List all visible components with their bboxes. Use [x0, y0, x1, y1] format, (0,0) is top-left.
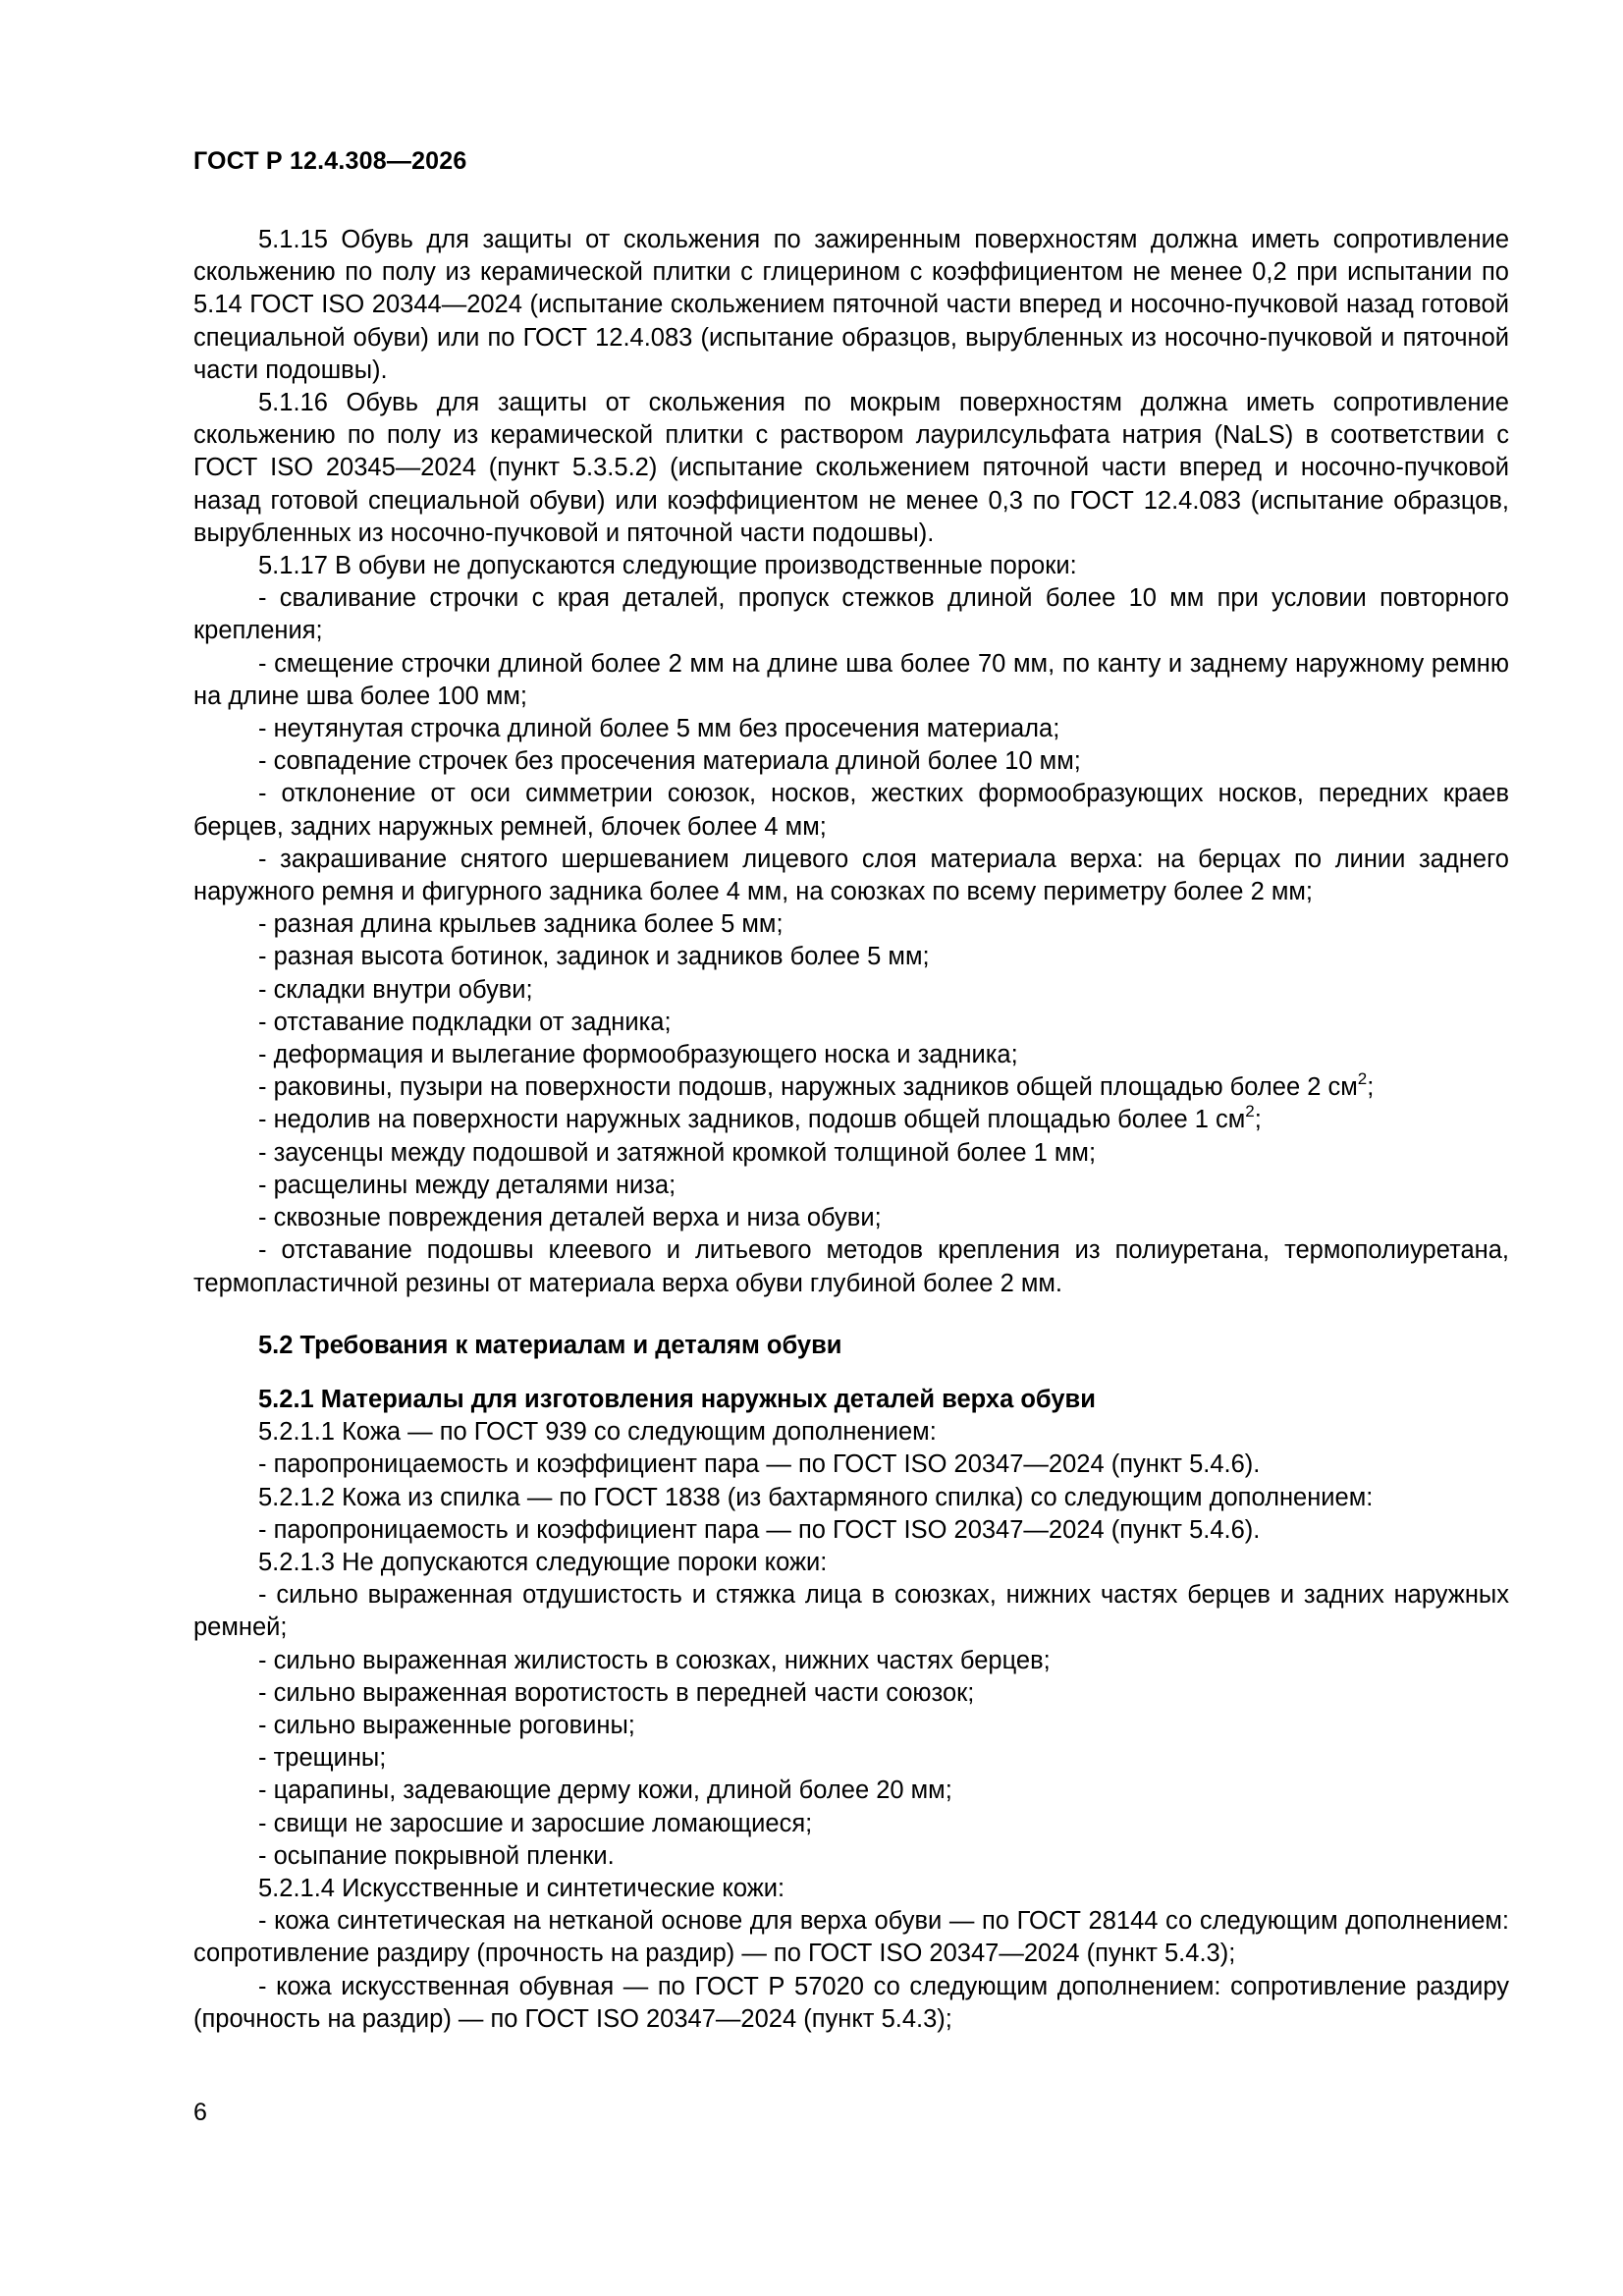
list-item: - отклонение от оси симметрии союзок, носков, жестких формообразующих носков, передних краев берцев, задних наружных ремней, блочек более 4 мм; [193, 780, 1509, 841]
pores-text: - раковины, пузыри на поверхности подошв, наружных задников общей площадью более 2 см [258, 1073, 1358, 1102]
list-item: - сильно выраженная жилистость в союзках, нижних частях берцев; [258, 1646, 1051, 1674]
paragraph-5-2-1-3: 5.2.1.3 Не допускаются следующие пороки кожи: [258, 1548, 828, 1576]
paragraph-5-1-16: 5.1.16 Обувь для защиты от скольжения по мокрым поверхностям должна иметь сопротивление скольжению по полу из керамической плитки с раствором лаурилсульфата натрия (NaLS) в соответствии с ГОСТ ISO 20345—2024 (пункт 5.3.5.2) (испытание скольжением пяточной части вперед и носочно-пучковой назад готовой специальной обуви) или коэффициентом не менее 0,3 по ГОСТ 12.4.083 (испытание образцов, вырубленных из носочно-пучковой и пяточной части подошвы). [193, 389, 1509, 547]
list-item-pores [193, 1068, 1509, 1104]
list-item: - деформация и вылегание формообразующего носка и задника; [258, 1041, 1018, 1069]
list-item: - кожа синтетическая на нетканой основе для верха обуви — по ГОСТ 28144 со следующим дополнением: сопротивление раздиру (прочность на раздир) — по ГОСТ ISO 20347—2024 (пункт 5.4.3); [193, 1907, 1509, 1968]
list-item: - царапины, задевающие дерму кожи, длиной более 20 мм; [258, 1777, 952, 1805]
item-end: ; [1367, 1073, 1375, 1102]
list-item: - закрашивание снятого шершеванием лицевого слоя материала верха: на берцах по линии заднего наружного ремня и фигурного задника более 4 мм, на союзках по всему периметру более 2 мм; [193, 845, 1509, 906]
paragraph-5-2-1-2: 5.2.1.2 Кожа из спилка — по ГОСТ 1838 (из бахтармяного спилка) со следующим дополнением: [258, 1483, 1374, 1511]
underfill-text: - недолив на поверхности наружных задников, подошв общей площадью более 1 см [258, 1106, 1246, 1134]
list-item: - сквозные повреждения деталей верха и низа обуви; [258, 1204, 882, 1232]
list-item: - паропроницаемость и коэффициент пара — по ГОСТ ISO 20347—2024 (пункт 5.4.6). [258, 1450, 1261, 1479]
superscript-2: 2 [1245, 1101, 1255, 1121]
list-item: - отставание подкладки от задника; [258, 1008, 672, 1036]
document-header: ГОСТ Р 12.4.308—2026 [193, 147, 467, 175]
list-item: - неутянутая строчка длиной более 5 мм без просечения материала; [258, 715, 1060, 743]
list-item: - заусенцы между подошвой и затяжной кромкой толщиной более 1 мм; [258, 1138, 1097, 1167]
list-item: - складки внутри обуви; [258, 975, 533, 1004]
list-item: - совпадение строчек без просечения материала длиной более 10 мм; [258, 747, 1081, 776]
superscript-2: 2 [1357, 1068, 1368, 1088]
list-item: - разная высота ботинок, задинок и задников более 5 мм; [258, 943, 930, 971]
list-item: - отставание подошвы клеевого и литьевого методов крепления из полиуретана, термополиуретана, термопластичной резины от материала верха обуви глубиной более 2 мм. [193, 1236, 1509, 1297]
paragraph-5-2-1-4: 5.2.1.4 Искусственные и синтетические кожи: [258, 1874, 785, 1902]
list-item: - сильно выраженные роговины; [258, 1711, 635, 1739]
paragraph-5-1-17: 5.1.17 В обуви не допускаются следующие производственные пороки: [258, 552, 1077, 580]
section-heading-5-2-1: 5.2.1 Материалы для изготовления наружных деталей верха обуви [258, 1385, 1096, 1413]
paragraph-5-2-1-1: 5.2.1.1 Кожа — по ГОСТ 939 со следующим дополнением: [258, 1418, 937, 1447]
item-end: ; [1254, 1106, 1262, 1134]
page-number: 6 [193, 2099, 207, 2126]
list-item: - разная длина крыльев задника более 5 мм; [258, 910, 784, 939]
document-body [193, 224, 1509, 2036]
list-item: - сильно выраженная воротистость в передней части союзок; [258, 1678, 975, 1707]
list-item: - расщелины между деталями низа; [258, 1171, 676, 1199]
paragraph-5-1-15: 5.1.15 Обувь для защиты от скольжения по зажиренным поверхностям должна иметь сопротивление скольжению по полу из керамической плитки с глицерином с коэффициентом не менее 0,2 при испытании по 5.14 ГОСТ ISO 20344—2024 (испытание скольжением пяточной части вперед и носочно-пучковой назад готовой специальной обуви) или по ГОСТ 12.4.083 (испытание образцов, вырубленных из носочно-пучковой и пяточной части подошвы). [193, 226, 1509, 384]
list-item: - осыпание покрывной пленки. [258, 1841, 615, 1870]
list-item: - сваливание строчки с края деталей, пропуск стежков длиной более 10 мм при условии повторного крепления; [193, 584, 1509, 645]
list-item: - кожа искусственная обувная — по ГОСТ Р 57020 со следующим дополнением: сопротивление раздиру (прочность на раздир) — по ГОСТ ISO 20347—2024 (пункт 5.4.3); [193, 1972, 1509, 2033]
list-item-underfill [193, 1101, 1509, 1136]
list-item: - свищи не заросшие и заросшие ломающиеся; [258, 1809, 813, 1837]
list-item: - паропроницаемость и коэффициент пара — по ГОСТ ISO 20347—2024 (пункт 5.4.6). [258, 1515, 1261, 1544]
list-item: - трещины; [258, 1744, 387, 1773]
list-item: - смещение строчки длиной более 2 мм на длине шва более 70 мм, по канту и заднему наружному ремню на длине шва более 100 мм; [193, 649, 1509, 710]
section-heading-5-2: 5.2 Требования к материалам и деталям обуви [258, 1331, 842, 1359]
list-item: - сильно выраженная отдушистость и стяжка лица в союзках, нижних частях берцев и задних наружных ремней; [193, 1581, 1509, 1642]
